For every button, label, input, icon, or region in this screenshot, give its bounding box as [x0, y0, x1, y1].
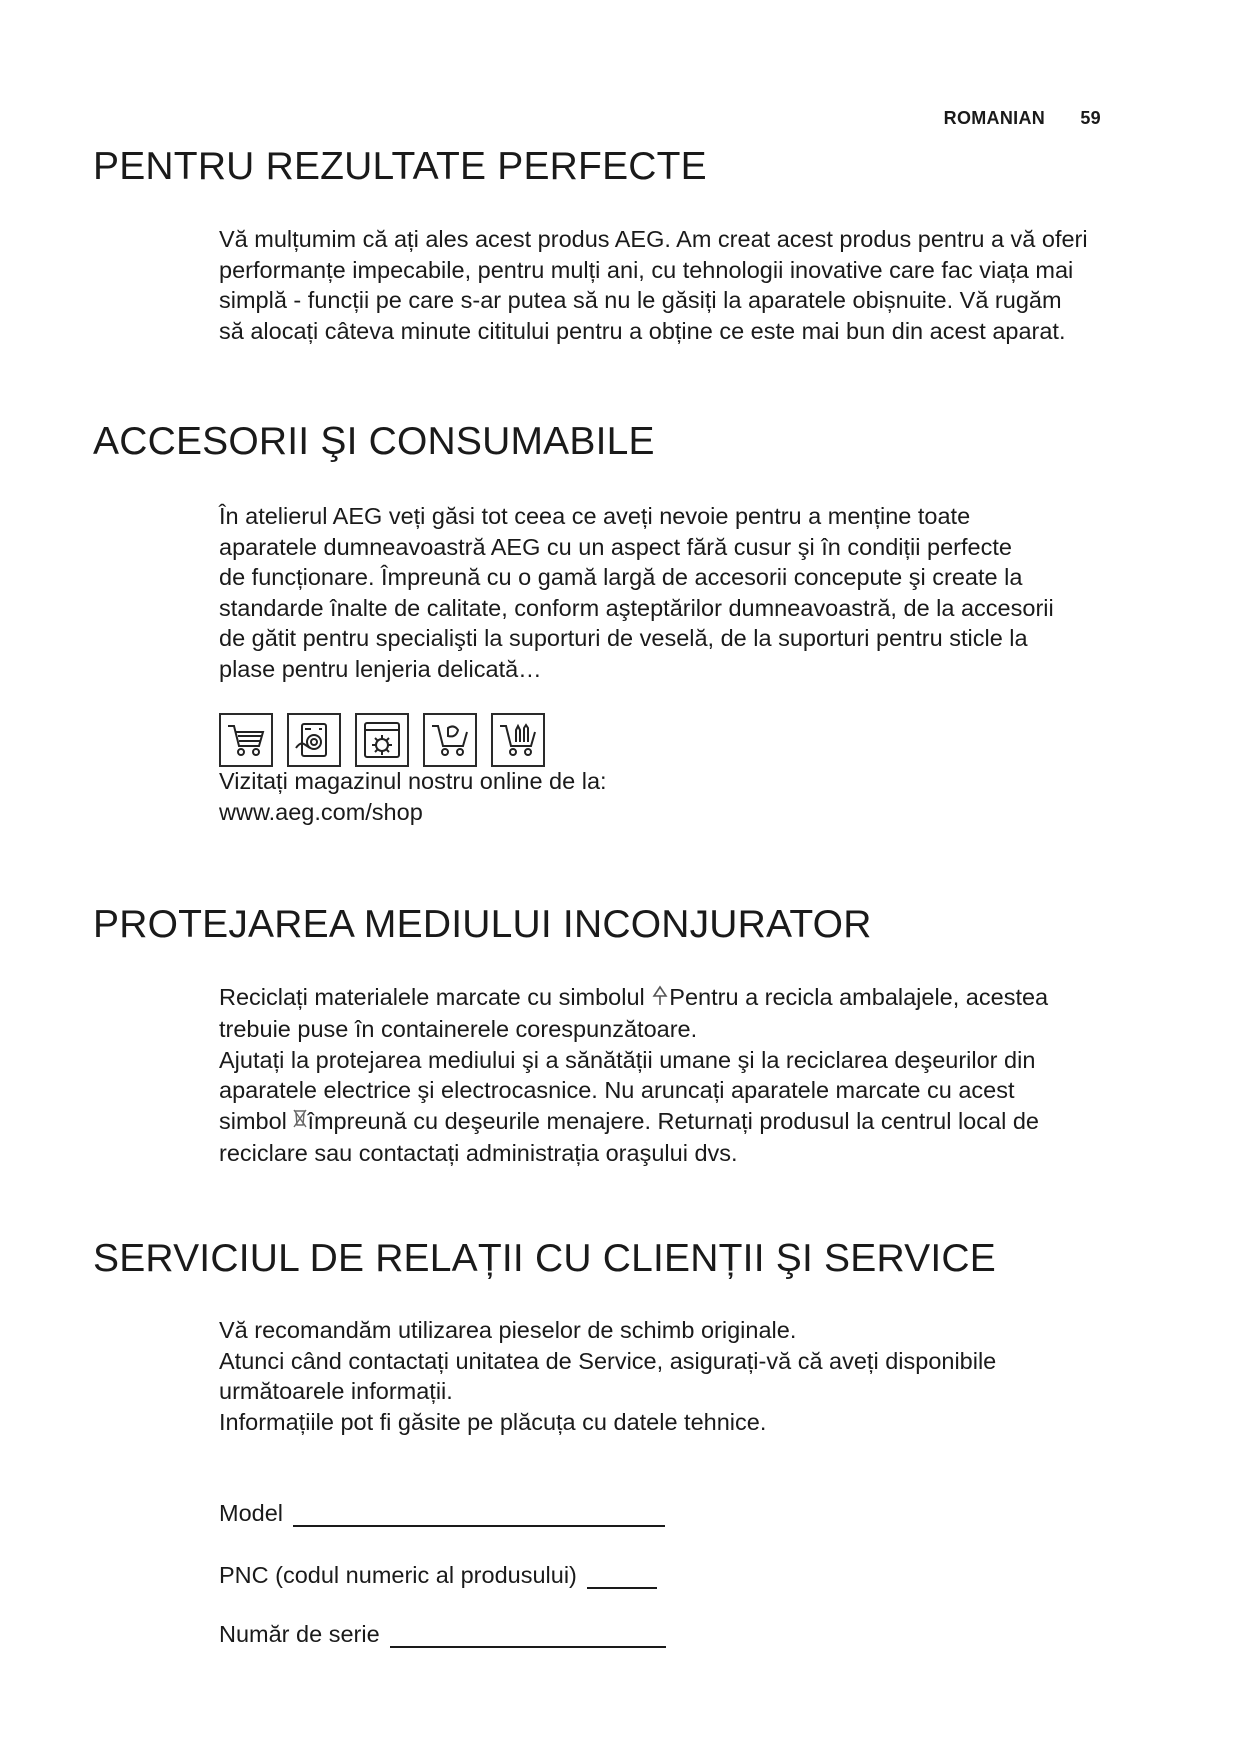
paragraph-line: plase pentru lenjeria delicată…: [219, 655, 542, 682]
paragraph-line: Informațiile pot fi găsite pe plăcuța cu datele tehnice.: [219, 1408, 767, 1435]
crossed-bin-icon: [293, 1107, 307, 1138]
paragraph-line: de gătit pentru specialişti la suporturi de veselă, de la suporturi pentru sticle la: [219, 625, 1028, 651]
model-label: Model: [219, 1500, 284, 1526]
model-blank-line[interactable]: [293, 1503, 665, 1527]
paragraph-line: reciclare sau contactați administrația oraşului dvs.: [219, 1139, 738, 1166]
shop-info: [219, 766, 1149, 827]
paragraph-line: Vă recomandăm utilizarea pieselor de schimb originale.: [219, 1317, 797, 1343]
section-title-accessories: ACCESORII ŞI CONSUMABILE: [93, 420, 655, 463]
paragraph-line: performanțe impecabile, pentru mulți ani, cu tehnologii inovative care fac viața mai: [219, 256, 1074, 283]
paragraph-line: să alocați câteva minute cititului pentru a obține ce este mai bun din acest aparat.: [219, 317, 1066, 344]
cart-bottles-icon: [491, 713, 545, 767]
serial-field: [219, 1621, 666, 1648]
recycle-icon: [651, 984, 669, 1015]
serial-blank-line[interactable]: [390, 1624, 666, 1648]
paragraph-line: Atunci când contactați unitatea de Service, asigurați-vă că aveți disponibile: [219, 1347, 997, 1374]
paragraph-line: aparatele dumneavoastră AEG cu un aspect fără cusur şi în condiții perfecte: [219, 533, 1012, 560]
shop-url: www.aeg.com/shop: [219, 798, 423, 825]
section-body-customer-service: [219, 1315, 1149, 1437]
serial-label: Număr de serie: [219, 1621, 380, 1647]
section-body-environment: [219, 982, 1149, 1168]
pnc-blank-line[interactable]: [587, 1565, 657, 1589]
paragraph-line: de funcționare. Împreună cu o gamă largă de accesorii concepute şi create la: [219, 564, 1023, 590]
paragraph-line: Ajutați la protejarea mediului şi a sănătății umane şi la reciclarea deşeurilor din: [219, 1046, 1036, 1073]
appliance-gear-icon: [355, 713, 409, 767]
cart-dishes-icon: [423, 713, 477, 767]
page-number: 59: [1080, 108, 1101, 128]
paragraph-line: simplă - funcții pe care s-ar putea să nu le găsiți la aparatele obișnuite. Vă rugăm: [219, 287, 1062, 313]
paragraph-line: Reciclați materialele marcate cu simbolul Pentru a recicla ambalajele, acestea: [219, 982, 1149, 1014]
washing-machine-hand-icon: [287, 713, 341, 767]
paragraph-line: simbol împreună cu deşeurile menajere. Returnați produsul la centrul local de: [219, 1106, 1149, 1138]
paragraph-line: În atelierul AEG veți găsi tot ceea ce aveți nevoie pentru a menține toate: [219, 503, 971, 529]
section-title-perfect-results: PENTRU REZULTATE PERFECTE: [93, 145, 707, 188]
paragraph-line: standarde înalte de calitate, conform aşteptărilor dumneavoastră, de la accesorii: [219, 594, 1054, 621]
section-title-customer-service: SERVICIUL DE RELAȚII CU CLIENȚII ŞI SERVICE: [93, 1237, 996, 1280]
paragraph-line: trebuie puse în containerele corespunzătoare.: [219, 1016, 698, 1043]
paragraph-line: Vă mulțumim că ați ales acest produs AEG. Am creat acest produs pentru a vă oferi: [219, 226, 1088, 252]
paragraph-line: aparatele electrice şi electrocasnice. Nu aruncați aparatele marcate cu acest: [219, 1077, 1015, 1104]
section-body-accessories: [219, 501, 1149, 684]
shopping-cart-icon: [219, 713, 273, 767]
shop-visit-text: Vizitați magazinul nostru online de la:: [219, 768, 607, 794]
section-body-perfect-results: [219, 224, 1149, 346]
pnc-label: PNC (codul numeric al produsului): [219, 1562, 577, 1588]
paragraph-line: următoarele informații.: [219, 1378, 453, 1404]
language-label: ROMANIAN: [943, 108, 1046, 128]
section-title-environment: PROTEJAREA MEDIULUI INCONJURATOR: [93, 903, 872, 946]
accessory-icons: [219, 713, 545, 767]
model-field: [219, 1500, 665, 1527]
pnc-field: [219, 1562, 657, 1589]
page-header: [944, 108, 1101, 129]
